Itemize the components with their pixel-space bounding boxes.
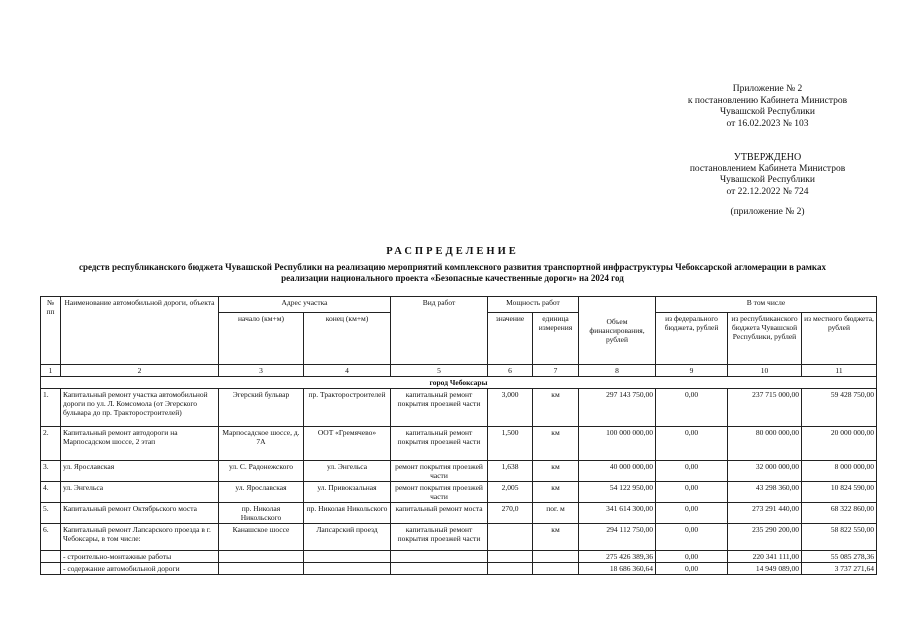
row-federal: 0,00 <box>656 551 728 563</box>
column-number: 1 <box>41 365 61 377</box>
row-num: 6. <box>41 524 61 551</box>
row-end <box>304 551 391 563</box>
section-row <box>41 377 877 389</box>
header-federal: из федерального бюджета, рублей <box>656 313 728 365</box>
row-local: 59 428 750,00 <box>802 389 877 427</box>
row-republic: 14 949 089,00 <box>728 563 802 575</box>
row-value: 3,000 <box>488 389 533 427</box>
header-num: № пп <box>41 297 61 365</box>
header-work-type: Вид работ <box>391 297 488 365</box>
row-start: Эгерский бульвар <box>219 389 304 427</box>
table-row <box>41 482 877 503</box>
row-republic: 43 298 360,00 <box>728 482 802 503</box>
approval-appendix-ref: (приложение № 2) <box>730 207 805 217</box>
row-num: 2. <box>41 427 61 461</box>
table-header-row <box>41 297 877 313</box>
header-name: Наименование автомобильной дороги, объекта <box>61 297 219 365</box>
row-federal: 0,00 <box>656 461 728 482</box>
row-work: капитальный ремонт моста <box>391 503 488 524</box>
row-start <box>219 563 304 575</box>
row-local: 58 822 550,00 <box>802 524 877 551</box>
row-republic: 32 000 000,00 <box>728 461 802 482</box>
row-end <box>304 563 391 575</box>
appendix-line: от 16.02.2023 № 103 <box>726 118 809 129</box>
row-name: ул. Энгельса <box>61 482 219 503</box>
row-federal: 0,00 <box>656 482 728 503</box>
row-num: 1. <box>41 389 61 427</box>
row-republic: 80 000 000,00 <box>728 427 802 461</box>
row-num <box>41 563 61 575</box>
header-total: Объем финансирования, рублей <box>579 297 656 365</box>
row-work: ремонт покрытия проезжей части <box>391 482 488 503</box>
row-unit: пог. м <box>533 503 579 524</box>
row-name: ул. Ярославская <box>61 461 219 482</box>
header-value: значение <box>488 313 533 365</box>
header-end: конец (км+м) <box>304 313 391 365</box>
row-unit: км <box>533 389 579 427</box>
row-local: 68 322 860,00 <box>802 503 877 524</box>
row-federal: 0,00 <box>656 427 728 461</box>
approval-block <box>640 152 895 219</box>
row-work: капитальный ремонт покрытия проезжей части <box>391 389 488 427</box>
row-work: капитальный ремонт покрытия проезжей части <box>391 427 488 461</box>
row-end: пр. Николая Никольского <box>304 503 391 524</box>
appendix-block <box>640 84 895 130</box>
row-end: Лапсарский проезд <box>304 524 391 551</box>
approval-title: УТВЕРЖДЕНО <box>733 152 802 163</box>
row-end: ул. Энгельса <box>304 461 391 482</box>
row-value <box>488 563 533 575</box>
column-number: 2 <box>61 365 219 377</box>
row-work <box>391 551 488 563</box>
row-num: 3. <box>41 461 61 482</box>
approval-line: от 22.12.2022 № 724 <box>726 186 809 197</box>
row-federal: 0,00 <box>656 503 728 524</box>
column-number-row <box>41 365 877 377</box>
row-end: ул. Привокзальная <box>304 482 391 503</box>
row-total: 40 000 000,00 <box>579 461 656 482</box>
row-start <box>219 551 304 563</box>
column-number: 9 <box>656 365 728 377</box>
row-unit: км <box>533 524 579 551</box>
row-federal: 0,00 <box>656 389 728 427</box>
row-local: 55 085 278,36 <box>802 551 877 563</box>
section-title: город Чебоксары <box>41 377 877 389</box>
row-work: ремонт покрытия проезжей части <box>391 461 488 482</box>
budget-table <box>40 296 877 575</box>
row-value: 1,500 <box>488 427 533 461</box>
row-unit <box>533 551 579 563</box>
row-federal: 0,00 <box>656 563 728 575</box>
header-start: начало (км+м) <box>219 313 304 365</box>
approval-line: постановлением Кабинета Министров <box>689 163 846 174</box>
row-value <box>488 524 533 551</box>
table-row <box>41 563 877 575</box>
row-num: 4. <box>41 482 61 503</box>
row-start: Канашское шоссе <box>219 524 304 551</box>
document-subtitle-line2: реализации национального проекта «Безопасные качественные дороги» на 2024 год <box>281 272 624 283</box>
table-row <box>41 524 877 551</box>
column-number: 7 <box>533 365 579 377</box>
row-name: Капитальный ремонт участка автомобильной дороги по ул. Л. Комсомола (от Эгерского бульвара до пр. Тракторостроителей) <box>61 389 219 427</box>
row-republic: 220 341 111,00 <box>728 551 802 563</box>
header-republic: из республиканского бюджета Чувашской Республики, рублей <box>728 313 802 365</box>
document-subtitle-line1: средств республиканского бюджета Чувашской Республики на реализацию мероприятий комплексного развития транспортной инфраструктуры Чебоксарской агломерации в рамках <box>79 262 826 272</box>
header-unit: единица измерения <box>533 313 579 365</box>
row-unit: км <box>533 427 579 461</box>
row-end: ООТ «Гремячево» <box>304 427 391 461</box>
column-number: 10 <box>728 365 802 377</box>
approval-line: Чувашской Республики <box>719 175 816 185</box>
table-row <box>41 461 877 482</box>
document-heading <box>30 246 875 283</box>
row-total: 100 000 000,00 <box>579 427 656 461</box>
row-total: 18 686 360,64 <box>579 563 656 575</box>
row-total: 294 112 750,00 <box>579 524 656 551</box>
appendix-line: к постановлению Кабинета Министров <box>687 95 848 106</box>
column-number: 6 <box>488 365 533 377</box>
column-number: 5 <box>391 365 488 377</box>
table-row <box>41 427 877 461</box>
row-name: Капитальный ремонт Лапсарского проезда в г. Чебоксары, в том числе: <box>61 524 219 551</box>
row-local: 20 000 000,00 <box>802 427 877 461</box>
row-unit: км <box>533 461 579 482</box>
row-total: 341 614 300,00 <box>579 503 656 524</box>
row-local: 3 737 271,64 <box>802 563 877 575</box>
row-total: 297 143 750,00 <box>579 389 656 427</box>
row-unit <box>533 563 579 575</box>
row-total: 275 426 389,36 <box>579 551 656 563</box>
row-start: ул. С. Радонежского <box>219 461 304 482</box>
row-republic: 235 290 200,00 <box>728 524 802 551</box>
row-unit: км <box>533 482 579 503</box>
row-local: 10 824 590,00 <box>802 482 877 503</box>
table-row <box>41 389 877 427</box>
row-federal: 0,00 <box>656 524 728 551</box>
row-work: капитальный ремонт покрытия проезжей части <box>391 524 488 551</box>
header-including: В том числе <box>656 297 877 313</box>
row-num <box>41 551 61 563</box>
column-number: 11 <box>802 365 877 377</box>
header-address: Адрес участка <box>219 297 391 313</box>
row-local: 8 000 000,00 <box>802 461 877 482</box>
row-value: 270,0 <box>488 503 533 524</box>
row-republic: 273 291 440,00 <box>728 503 802 524</box>
row-name: Капитальный ремонт Октябрьского моста <box>61 503 219 524</box>
row-value <box>488 551 533 563</box>
header-capacity: Мощность работ <box>488 297 579 313</box>
row-start: пр. Николая Никольского <box>219 503 304 524</box>
row-republic: 237 715 000,00 <box>728 389 802 427</box>
header-local: из местного бюджета, рублей <box>802 313 877 365</box>
table-row <box>41 551 877 563</box>
row-start: Марпосадское шоссе, д. 7А <box>219 427 304 461</box>
appendix-line: Чувашской Республики <box>719 107 816 117</box>
row-value: 1,638 <box>488 461 533 482</box>
row-num: 5. <box>41 503 61 524</box>
row-start: ул. Ярославская <box>219 482 304 503</box>
column-number: 3 <box>219 365 304 377</box>
row-end: пр. Тракторостроителей <box>304 389 391 427</box>
document-title: РАСПРЕДЕЛЕНИЕ <box>386 246 519 257</box>
column-number: 8 <box>579 365 656 377</box>
appendix-line: Приложение № 2 <box>732 84 803 94</box>
row-name: - строительно-монтажные работы <box>61 551 219 563</box>
row-name: Капитальный ремонт автодороги на Марпосадском шоссе, 2 этап <box>61 427 219 461</box>
column-number: 4 <box>304 365 391 377</box>
row-work <box>391 563 488 575</box>
row-total: 54 122 950,00 <box>579 482 656 503</box>
row-value: 2,005 <box>488 482 533 503</box>
table-row <box>41 503 877 524</box>
row-name: - содержание автомобильной дороги <box>61 563 219 575</box>
